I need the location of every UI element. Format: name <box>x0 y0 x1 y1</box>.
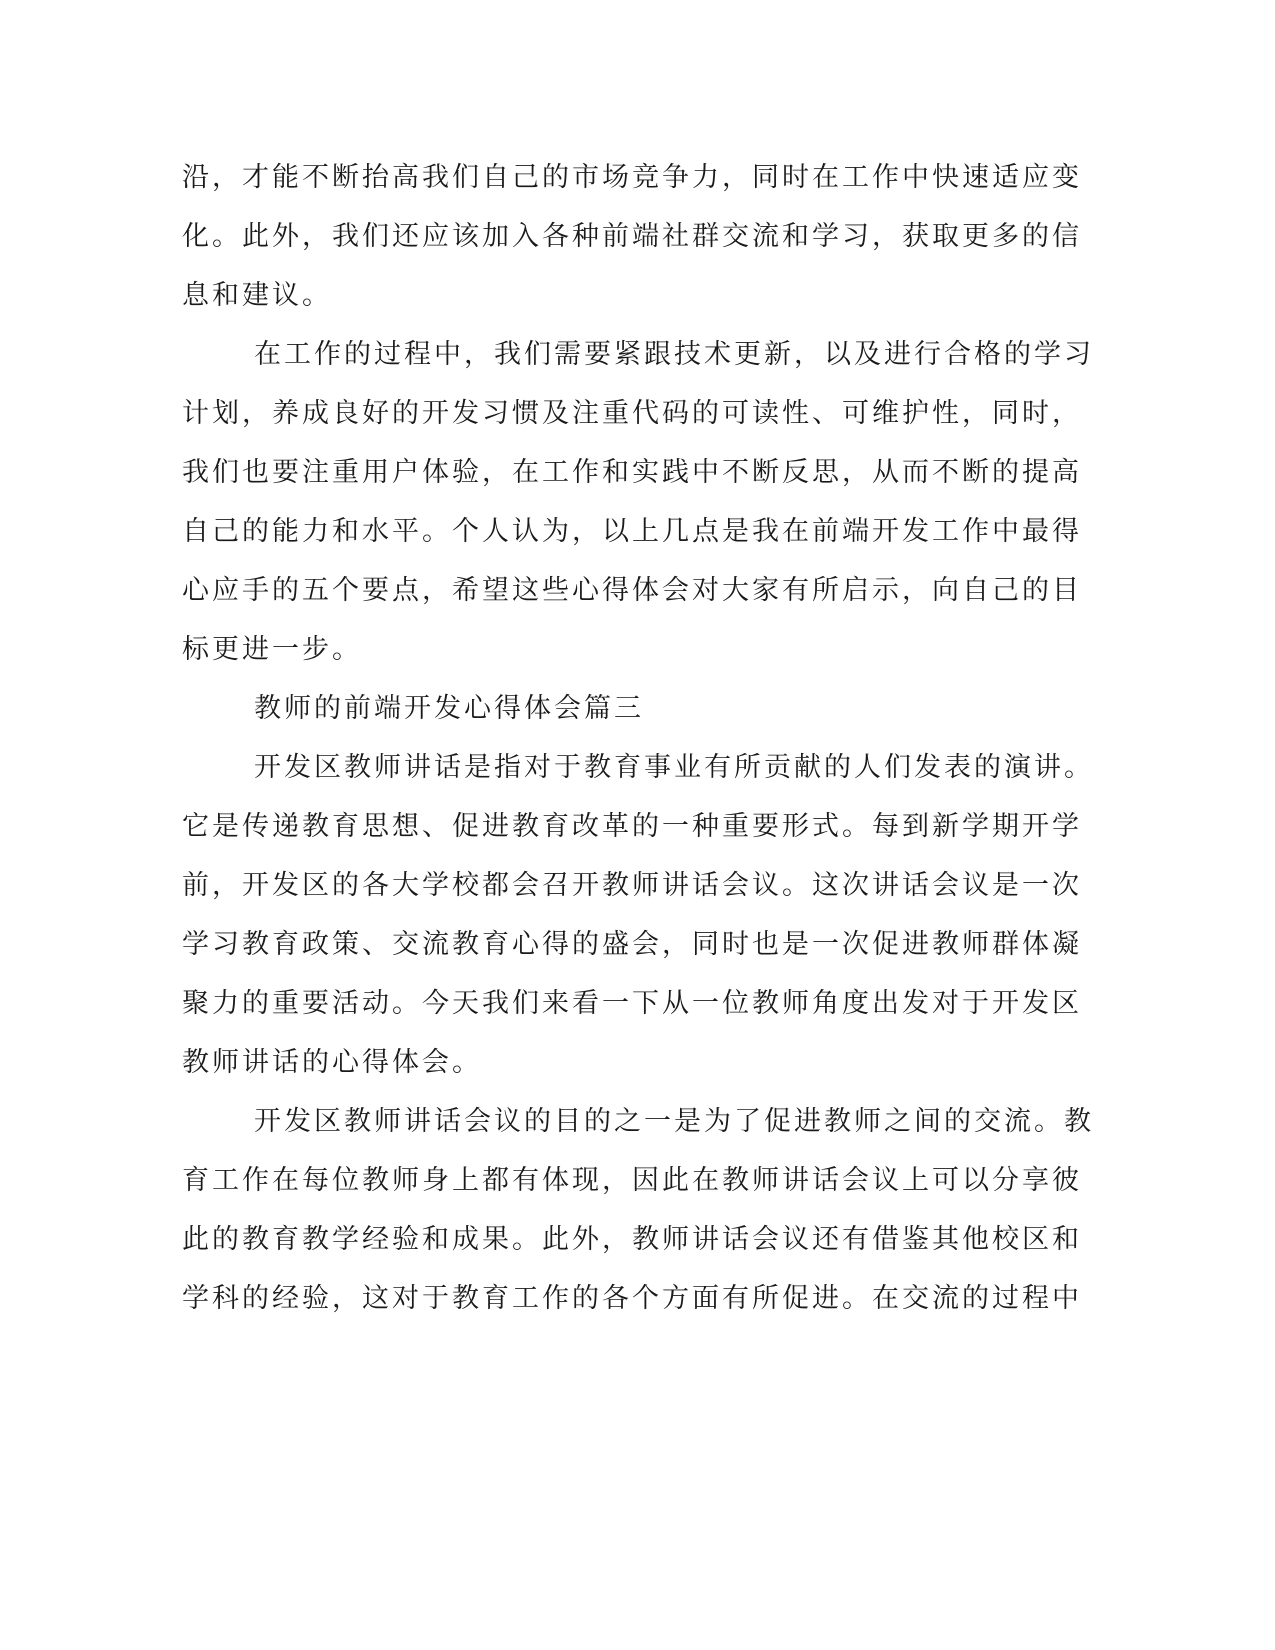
paragraph-line: 学习教育政策、交流教育心得的盛会，同时也是一次促进教师群体凝 <box>182 929 1082 960</box>
paragraph-line: 此的教育教学经验和成果。此外，教师讲话会议还有借鉴其他校区和 <box>182 1224 1082 1255</box>
paragraph-line: 心应手的五个要点，希望这些心得体会对大家有所启示，向自己的目 <box>182 575 1082 606</box>
paragraph-line: 我们也要注重用户体验，在工作和实践中不断反思，从而不断的提高 <box>182 457 1082 488</box>
paragraph-line: 息和建议。 <box>182 280 332 311</box>
paragraph-line: 教师讲话的心得体会。 <box>182 1047 482 1078</box>
paragraph-line: 开发区教师讲话会议的目的之一是为了促进教师之间的交流。教 <box>254 1106 1094 1137</box>
paragraph-line: 沿，才能不断抬高我们自己的市场竞争力，同时在工作中快速适应变 <box>182 162 1082 193</box>
paragraph-line: 聚力的重要活动。今天我们来看一下从一位教师角度出发对于开发区 <box>182 988 1082 1019</box>
section-heading: 教师的前端开发心得体会篇三 <box>254 693 644 724</box>
paragraph-line: 在工作的过程中，我们需要紧跟技术更新，以及进行合格的学习 <box>254 339 1094 370</box>
paragraph-line: 它是传递教育思想、促进教育改革的一种重要形式。每到新学期开学 <box>182 811 1082 842</box>
paragraph-line: 开发区教师讲话是指对于教育事业有所贡献的人们发表的演讲。 <box>254 752 1094 783</box>
paragraph-line: 自己的能力和水平。个人认为，以上几点是我在前端开发工作中最得 <box>182 516 1082 547</box>
paragraph-line: 标更进一步。 <box>182 634 362 665</box>
paragraph-line: 学科的经验，这对于教育工作的各个方面有所促进。在交流的过程中 <box>182 1283 1082 1314</box>
paragraph-line: 计划，养成良好的开发习惯及注重代码的可读性、可维护性，同时， <box>182 398 1082 429</box>
paragraph-line: 前，开发区的各大学校都会召开教师讲话会议。这次讲话会议是一次 <box>182 870 1082 901</box>
paragraph-line: 化。此外，我们还应该加入各种前端社群交流和学习，获取更多的信 <box>182 221 1082 252</box>
paragraph-line: 育工作在每位教师身上都有体现，因此在教师讲话会议上可以分享彼 <box>182 1165 1082 1196</box>
